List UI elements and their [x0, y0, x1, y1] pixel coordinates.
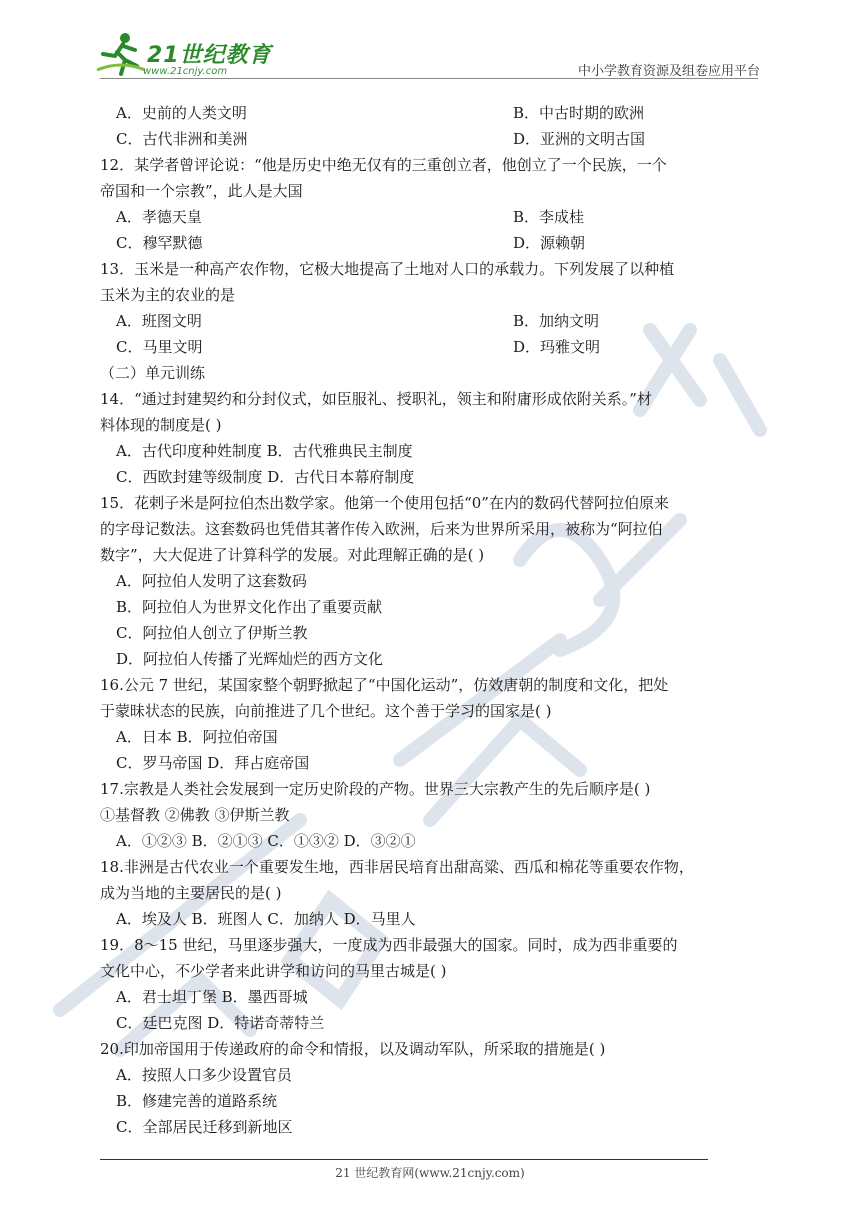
option-text: C．穆罕默德: [116, 234, 203, 252]
option-text: B．修建完善的道路系统: [116, 1092, 278, 1110]
question-text: 的字母记数法。这套数码也凭借其著作传入欧洲，后来为世界所采用，被称为“阿拉伯: [100, 520, 663, 538]
runner-logo-icon: [95, 30, 147, 78]
question-text: 19．8～15 世纪，马里逐步强大，一度成为西非最强大的国家。同时，成为西非重要的: [100, 936, 678, 954]
option-text: A．班图文明: [116, 312, 202, 330]
question-text: 文化中心，不少学者来此讲学和访问的马里古城是( ): [100, 962, 447, 980]
logo-url: www.21cnjy.com: [143, 66, 228, 77]
option-text: B．李成桂: [513, 208, 585, 226]
option-text: A．孝德天皇: [116, 208, 202, 226]
question-text: 15．花剌子米是阿拉伯杰出数学家。他第一个使用包括“0”在内的数码代替阿拉伯原来: [100, 494, 669, 512]
option-text: C．廷巴克图 D．特诺奇蒂特兰: [116, 1014, 325, 1032]
option-text: B．中古时期的欧洲: [513, 104, 645, 122]
option-text: C．古代非洲和美洲: [116, 130, 248, 148]
question-text: 13．玉米是一种高产农作物，它极大地提高了土地对人口的承载力。下列发展了以种植: [100, 260, 675, 278]
option-text: C．西欧封建等级制度 D．古代日本幕府制度: [116, 468, 415, 486]
question-text: ①基督教 ②佛教 ③伊斯兰教: [100, 806, 290, 824]
question-text: 18.非洲是古代农业一个重要发生地，西非居民培育出甜高粱、西瓜和棉花等重要农作物，: [100, 858, 694, 876]
option-text: A．古代印度种姓制度 B．古代雅典民主制度: [116, 442, 413, 460]
option-text: D．亚洲的文明古国: [513, 130, 646, 148]
question-text: 20.印加帝国用于传递政府的命令和情报，以及调动军队，所采取的措施是( ): [100, 1040, 606, 1058]
option-text: C．罗马帝国 D．拜占庭帝国: [116, 754, 310, 772]
question-text: 数字”，大大促进了计算科学的发展。对此理解正确的是( ): [100, 546, 485, 564]
logo-name: 21世纪教育: [147, 43, 272, 68]
question-text: 16.公元 7 世纪，某国家整个朝野掀起了“中国化运动”，仿效唐朝的制度和文化，把处: [100, 676, 669, 694]
option-text: A．①②③ B．②①③ C．①③② D．③②①: [116, 832, 416, 850]
platform-title: 中小学教育资源及组卷应用平台: [577, 64, 760, 79]
question-text: 于蒙昧状态的民族，向前推进了几个世纪。这个善于学习的国家是( ): [100, 702, 552, 720]
footer-divider: [100, 1159, 708, 1160]
option-text: B．阿拉伯人为世界文化作出了重要贡献: [116, 598, 383, 616]
option-text: A．日本 B．阿拉伯帝国: [116, 728, 278, 746]
question-text: 17.宗教是人类社会发展到一定历史阶段的产物。世界三大宗教产生的先后顺序是( ): [100, 780, 651, 798]
header-divider: [100, 78, 758, 79]
option-text: A．君士坦丁堡 B．墨西哥城: [116, 988, 308, 1006]
option-text: A．史前的人类文明: [116, 104, 247, 122]
option-text: A．阿拉伯人发明了这套数码: [116, 572, 307, 590]
option-text: C．阿拉伯人创立了伊斯兰教: [116, 624, 308, 642]
question-text: 14．“通过封建契约和分封仪式，如臣服礼、授职礼，领主和附庸形成依附关系。”材: [100, 390, 652, 408]
question-text: 料体现的制度是( ): [100, 416, 222, 434]
option-text: B．加纳文明: [513, 312, 600, 330]
footer-link[interactable]: 21 世纪教育网(www.21cnjy.com): [335, 1166, 525, 1180]
option-text: A．埃及人 B．班图人 C．加纳人 D．马里人: [116, 910, 416, 928]
question-text: 成为当地的主要居民的是( ): [100, 884, 282, 902]
question-text: 12．某学者曾评论说：“他是历史中绝无仅有的三重创立者，他创立了一个民族，一个: [100, 156, 667, 174]
section-heading: （二）单元训练: [100, 364, 206, 382]
page-header: [95, 28, 760, 80]
question-text: 玉米为主的农业的是: [100, 286, 236, 304]
option-text: C．全部居民迁移到新地区: [116, 1118, 293, 1136]
option-text: C．马里文明: [116, 338, 203, 356]
option-text: D．源赖朝: [513, 234, 586, 252]
option-text: D．玛雅文明: [513, 338, 601, 356]
logo: [95, 28, 272, 80]
option-text: A．按照人口多少设置官员: [116, 1066, 292, 1084]
option-text: D．阿拉伯人传播了光辉灿烂的西方文化: [116, 650, 384, 668]
question-text: 帝国和一个宗教”，此人是大国: [100, 182, 303, 200]
